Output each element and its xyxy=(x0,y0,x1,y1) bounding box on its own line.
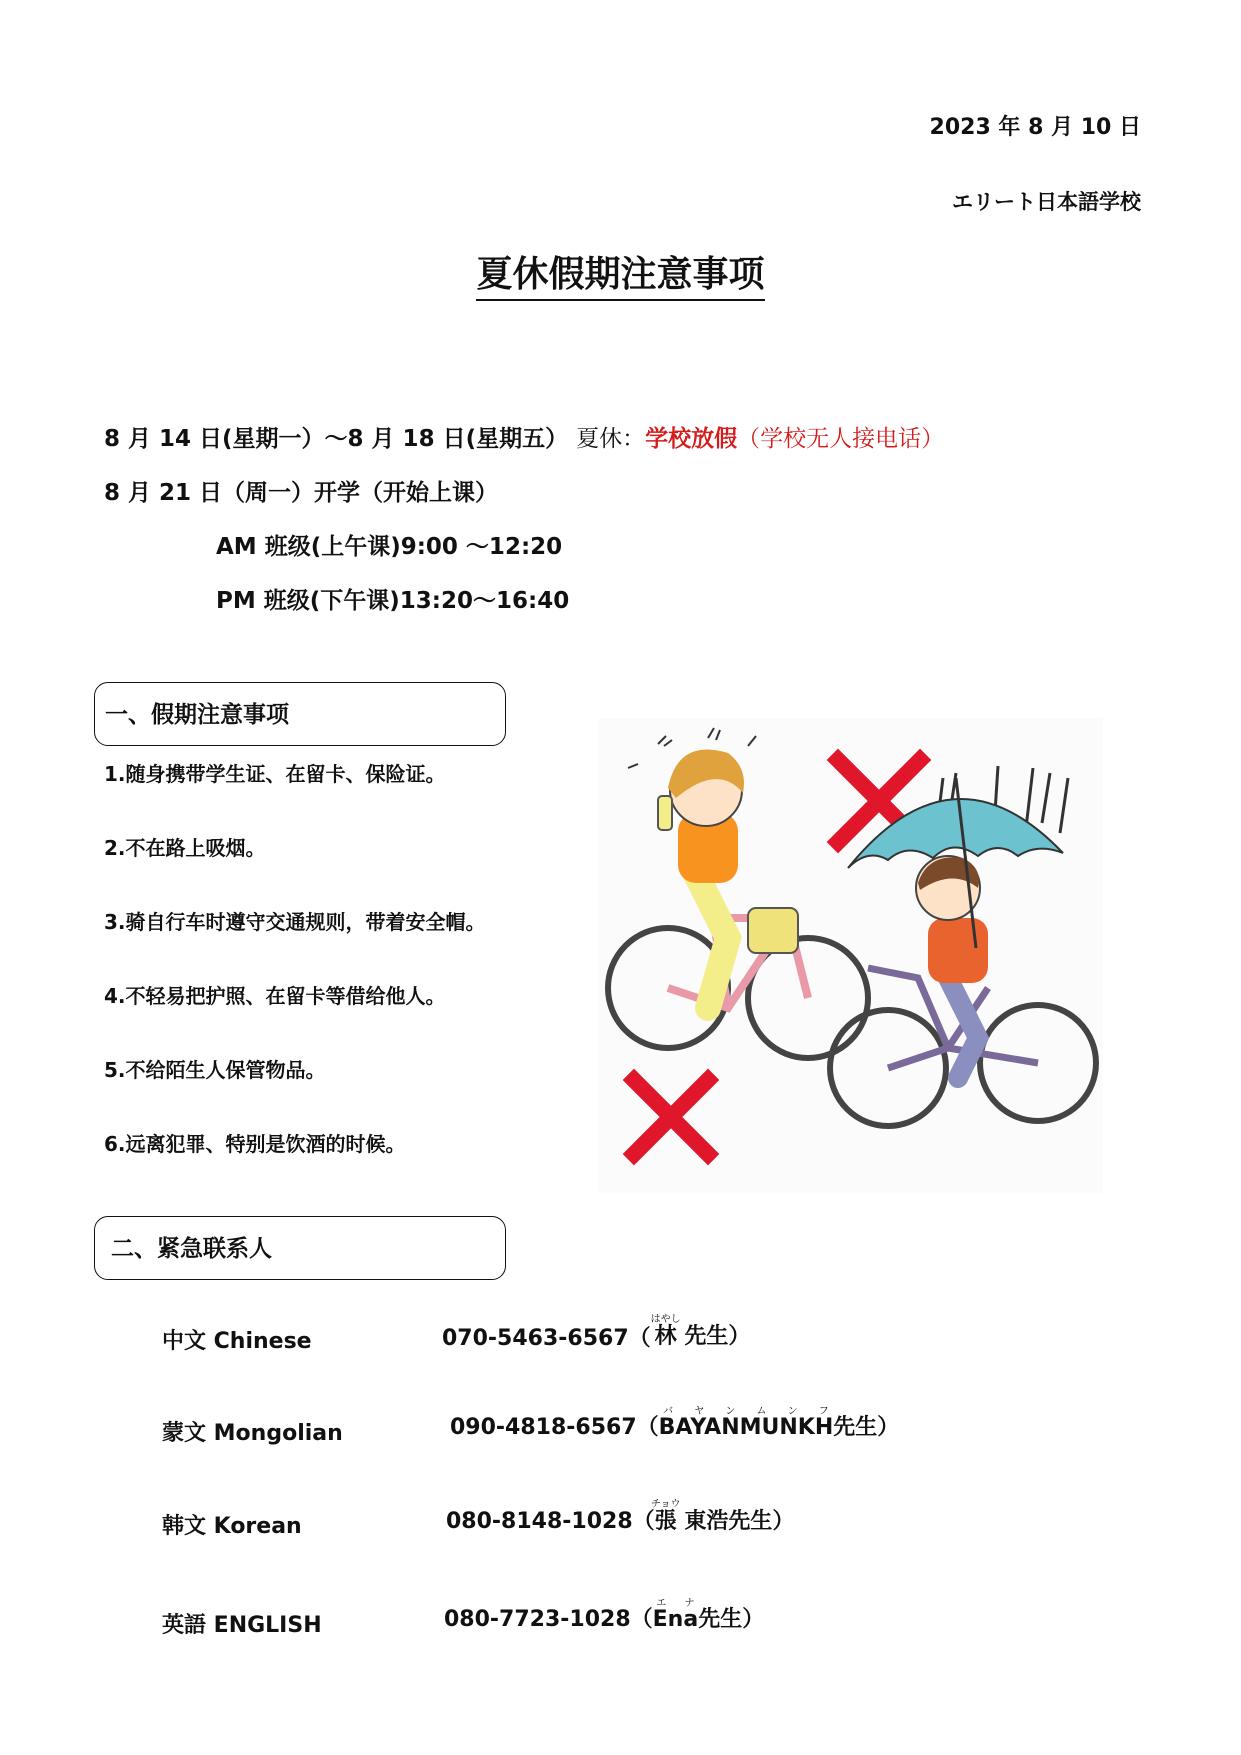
vacation-highlight: 学校放假 xyxy=(645,426,738,452)
contact-language: 韩文 Korean xyxy=(162,1514,302,1539)
note-item: 3.骑自行车时遵守交通规则，带着安全帽。 xyxy=(104,910,486,934)
note-item: 1.随身携带学生证、在留卡、保险证。 xyxy=(104,762,446,786)
school-name: エリート日本語学校 xyxy=(952,190,1141,214)
note-item: 4.不轻易把护照、在留卡等借给他人。 xyxy=(104,984,446,1008)
vacation-label: 夏休： xyxy=(576,426,646,452)
note-item: 6.远离犯罪、特别是饮酒的时候。 xyxy=(104,1132,406,1156)
contact-suffix: 先生） xyxy=(833,1415,900,1440)
contact-name-text: 張 xyxy=(650,1509,681,1534)
contact-name-reading: チョウ xyxy=(650,1499,681,1510)
school-start-line: 8 月 21 日（周一）开学（开始上课） xyxy=(104,480,499,506)
contact-name-text: Ena xyxy=(652,1607,699,1632)
contact-name-text: 林 xyxy=(650,1324,681,1349)
contact-language: 蒙文 Mongolian xyxy=(162,1421,343,1446)
contact-phone-row xyxy=(442,1314,750,1350)
note-item: 2.不在路上吸烟。 xyxy=(104,836,266,860)
section1-heading-box xyxy=(94,682,506,746)
vacation-dates: 8 月 14 日(星期一）～8 月 18 日(星期五） xyxy=(104,426,569,452)
contact-language: 中文 Chinese xyxy=(162,1329,312,1354)
contact-phone-row xyxy=(446,1499,794,1535)
vacation-note: （学校无人接电话） xyxy=(737,426,945,452)
contact-phone: 090-4818-6567（ xyxy=(450,1415,659,1440)
contact-name-reading: バ ヤ ン ム ン フ xyxy=(658,1406,834,1417)
contact-phone: 080-8148-1028（ xyxy=(446,1509,655,1534)
contact-name-reading: エ ナ xyxy=(652,1598,699,1609)
contact-phone: 070-5463-6567（ xyxy=(442,1326,651,1351)
contact-name xyxy=(650,1314,681,1349)
document-date: 2023 年 8 月 10 日 xyxy=(929,115,1141,140)
contact-name xyxy=(652,1598,699,1632)
contact-phone-row xyxy=(444,1598,764,1633)
page-title xyxy=(0,246,1241,297)
contact-name xyxy=(650,1499,681,1534)
section2-heading-box xyxy=(94,1216,506,1280)
section1-heading: 一、假期注意事项 xyxy=(105,702,289,728)
contact-suffix: 先生） xyxy=(676,1324,751,1349)
contact-phone: 080-7723-1028（ xyxy=(444,1607,653,1632)
contact-phone-row xyxy=(450,1406,899,1441)
note-item: 5.不给陌生人保管物品。 xyxy=(104,1058,326,1082)
contact-suffix: 先生） xyxy=(698,1607,765,1632)
section2-heading: 二、紧急联系人 xyxy=(111,1236,272,1262)
contact-language: 英語 ENGLISH xyxy=(162,1613,322,1638)
contact-name-reading: はやし xyxy=(650,1314,681,1325)
contact-name-text: BAYANMUNKH xyxy=(658,1415,834,1440)
contact-suffix: 東浩先生） xyxy=(676,1509,795,1534)
page-title-text: 夏休假期注意事项 xyxy=(476,254,764,301)
contact-name xyxy=(658,1406,834,1440)
am-class-line: AM 班级(上午课)9:00 ～12:20 xyxy=(216,534,563,560)
bicycle-safety-illustration xyxy=(598,718,1103,1193)
pm-class-line: PM 班级(下午课)13:20～16:40 xyxy=(216,588,570,614)
vacation-line xyxy=(104,420,944,453)
